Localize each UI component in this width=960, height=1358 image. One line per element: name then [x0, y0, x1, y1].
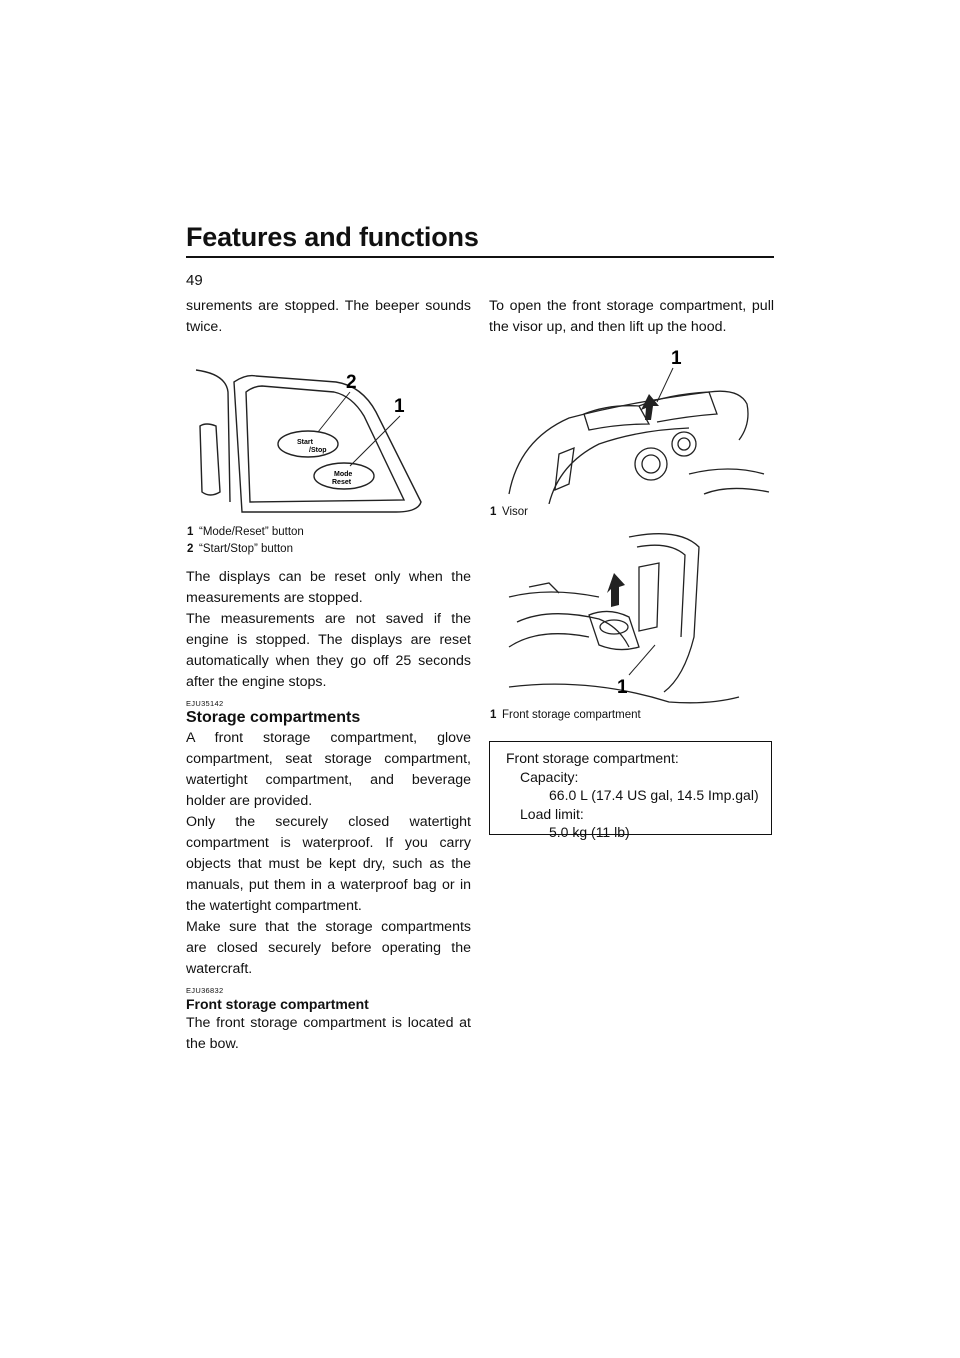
- paragraph: A front storage compartment, glove compartment, seat storage compartment, watertight compartment, and beverage holder are provided.: [186, 730, 471, 809]
- caption-text: Visor: [502, 506, 528, 518]
- figure-visor: [489, 344, 774, 504]
- left-column: [186, 296, 471, 1055]
- callout-2: 2: [346, 372, 357, 393]
- callout-1: 1: [394, 396, 405, 417]
- paragraph: The displays can be reset only when the measurements are stopped.: [186, 569, 471, 606]
- spec-load-label: Load limit:: [520, 805, 584, 822]
- spec-capacity-label: Capacity:: [520, 768, 579, 785]
- caption-number: 1: [490, 709, 497, 721]
- header-rule: [186, 256, 774, 258]
- hood-illustration: [489, 527, 774, 707]
- spec-capacity-value: 66.0 L (17.4 US gal, 14.5 Imp.gal): [549, 787, 759, 803]
- right-column: [489, 296, 774, 724]
- figure-caption: [490, 504, 774, 521]
- callout-1: 1: [617, 677, 628, 698]
- page-number: 49: [186, 272, 203, 289]
- buttons-illustration: [186, 352, 471, 514]
- visor-illustration: [489, 344, 774, 504]
- caption-number: 2: [187, 543, 194, 555]
- arrow-up-icon: [607, 573, 625, 607]
- spec-title: Front storage compartment:: [506, 750, 679, 766]
- reference-code: EJU36832: [186, 986, 224, 995]
- intro-text: To open the front storage compartment, pull the visor up, and then lift up the hood.: [489, 298, 774, 335]
- caption-number: 1: [187, 526, 194, 538]
- paragraph: Make sure that the storage compartments are closed securely before operating the watercraft.: [186, 919, 471, 977]
- button-stop-label: /Stop: [309, 447, 327, 454]
- reference-code: EJU35142: [186, 699, 224, 708]
- figure-buttons: [186, 352, 471, 514]
- figure-hood: [489, 527, 774, 707]
- figure-caption: [490, 707, 774, 724]
- caption-text: “Mode/Reset” button: [199, 526, 304, 538]
- button-reset-label: Reset: [332, 479, 352, 486]
- paragraph: The front storage compartment is located at the bow.: [186, 1015, 471, 1052]
- paragraph: Only the securely closed watertight compartment is waterproof. If you carry objects that must be kept dry, such as the manuals, put them in a waterproof bag or in the watertight compartment.: [186, 814, 471, 914]
- spec-box: [489, 741, 772, 840]
- paragraph: The measurements are not saved if the engine is stopped. The displays are reset automatically when they go off 25 seconds after the engine stops.: [186, 611, 471, 690]
- caption-text: “Start/Stop” button: [199, 543, 293, 555]
- section-heading: Storage compartments: [186, 709, 361, 726]
- subsection-heading: Front storage compartment: [186, 996, 369, 1012]
- page-title: Features and functions: [186, 222, 479, 252]
- caption-number: 1: [490, 506, 497, 518]
- figure-caption: [187, 524, 471, 558]
- caption-text: Front storage compartment: [502, 709, 641, 721]
- spec-load-value: 5.0 kg (11 lb): [549, 824, 630, 840]
- intro-text: surements are stopped. The beeper sounds twice.: [186, 298, 471, 335]
- arrow-up-icon: [641, 394, 659, 420]
- button-mode-label: Mode: [334, 471, 353, 478]
- callout-1: 1: [671, 348, 682, 369]
- button-start-label: Start: [297, 439, 313, 446]
